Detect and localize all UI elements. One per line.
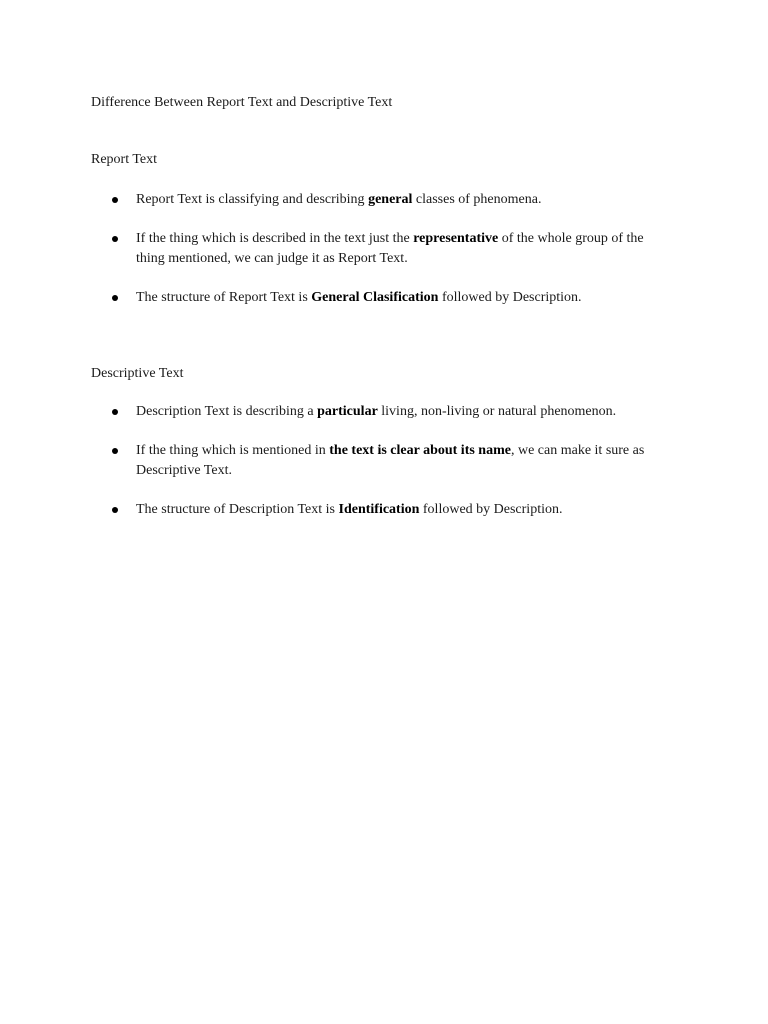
list-item (112, 402, 672, 422)
list-item (112, 190, 672, 210)
list-item (112, 500, 672, 520)
item-bold-text: General Clasification (311, 290, 439, 305)
item-text: If the thing which is mentioned in (136, 443, 330, 458)
item-bold-text: Identification (338, 502, 420, 517)
section-heading-report-text: Report Text (91, 152, 158, 167)
item-bold-text: general (368, 192, 413, 207)
descriptive-text-bullet-list (112, 402, 672, 539)
item-text: If the thing which is described in the text just the (136, 231, 414, 246)
list-item (112, 229, 672, 269)
item-bold-text: particular (317, 404, 378, 419)
bullet-icon (112, 295, 118, 301)
bullet-icon (112, 409, 118, 415)
item-text: Description Text is describing a (136, 404, 318, 419)
report-text-bullet-list (112, 190, 672, 327)
item-text: followed by Description. (419, 502, 563, 517)
document-title: Difference Between Report Text and Descriptive Text (91, 95, 393, 110)
bullet-icon (112, 507, 118, 513)
item-text: Report Text is classifying and describing (136, 192, 369, 207)
item-text: , we can make it sure as Descriptive Text. (136, 443, 645, 478)
item-bold-text: the text is clear about its name (329, 443, 511, 458)
list-item (112, 288, 672, 308)
item-bold-text: representative (413, 231, 499, 246)
bullet-icon (112, 236, 118, 242)
item-text: The structure of Report Text is (136, 290, 312, 305)
bullet-icon (112, 197, 118, 203)
item-text: living, non-living or natural phenomenon. (377, 404, 617, 419)
item-text: of the whole group of the thing mentioned, we can judge it as Report Text. (136, 231, 644, 266)
bullet-icon (112, 448, 118, 454)
item-text: The structure of Description Text is (136, 502, 339, 517)
item-text: classes of phenomena. (412, 192, 542, 207)
item-text: followed by Description. (438, 290, 582, 305)
list-item (112, 441, 672, 481)
section-heading-descriptive-text: Descriptive Text (91, 366, 184, 381)
